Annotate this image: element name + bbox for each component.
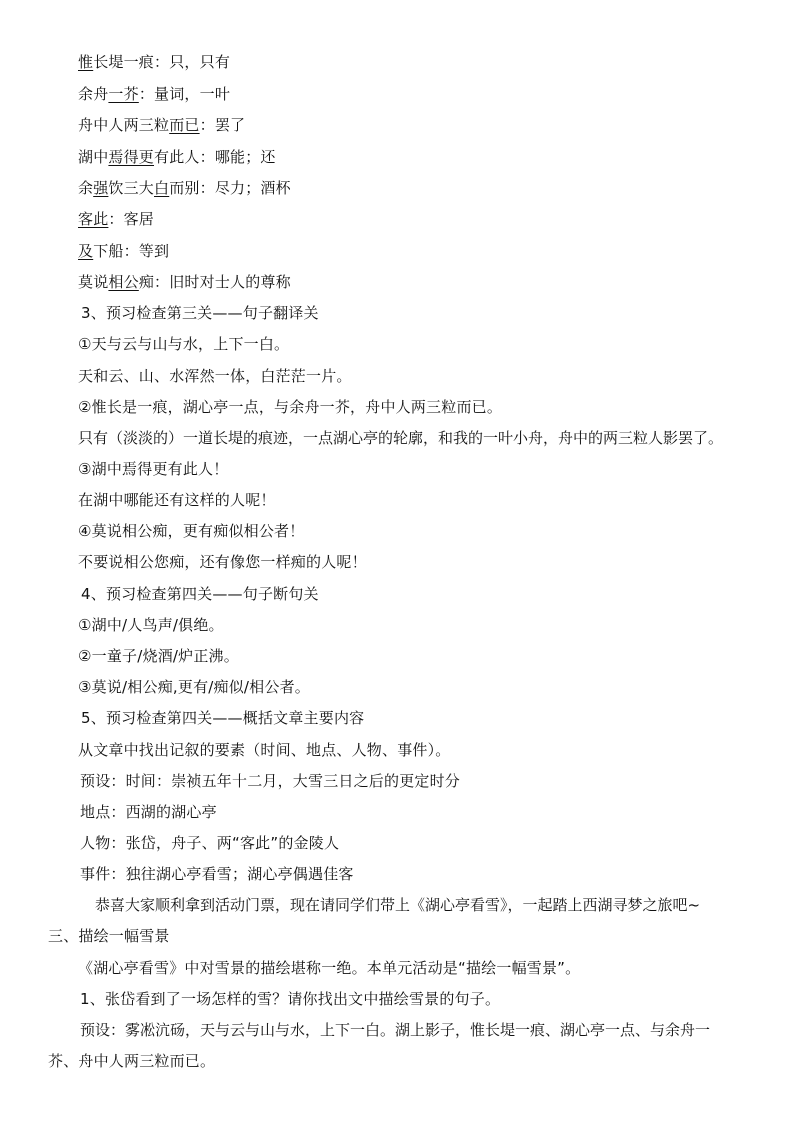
- vocab-line: 余强饮三大白而别：尽力；酒杯: [78, 179, 291, 197]
- translation-line: 不要说相公您痴，还有像您一样痴的人呢！: [78, 553, 367, 571]
- vocab-line: 及下船：等到: [78, 242, 170, 260]
- vocab-line: 余舟一芥：量词，一叶: [78, 85, 231, 103]
- summary-line: 地点：西湖的湖心亭: [80, 803, 217, 821]
- section-heading: 3、预习检查第三关——句子翻译关: [81, 304, 319, 322]
- summary-line: 恭喜大家顺利拿到活动门票，现在请同学们带上《湖心亭看雪》，一起踏上西湖寻梦之旅吧~: [95, 896, 701, 914]
- paragraph-line: 《湖心亭看雪》中对雪景的描绘堪称一绝。本单元活动是“描绘一幅雪景”。: [78, 959, 581, 977]
- sentence-line: ④莫说相公痴，更有痴似相公者！: [78, 522, 305, 540]
- summary-line: 预设：时间：崇祯五年十二月，大雪三日之后的更定时分: [80, 772, 461, 790]
- vocab-line: 客此：客居: [78, 210, 155, 228]
- sentence-line: ③湖中焉得更有此人！: [78, 460, 229, 478]
- summary-line: 事件：独往湖心亭看雪；湖心亭偶遇佳客: [80, 865, 354, 883]
- answer-line: 芥、舟中人两三粒而已。: [48, 1052, 216, 1070]
- part-heading: 三、描绘一幅雪景: [48, 927, 170, 945]
- section-heading: 4、预习检查第四关——句子断句关: [81, 585, 319, 603]
- vocab-line: 莫说相公痴：旧时对士人的尊称: [78, 273, 291, 291]
- punctuation-line: ②一童子/烧酒/炉正沸。: [78, 647, 239, 665]
- question-line: 1、张岱看到了一场怎样的雪？请你找出文中描绘雪景的句子。: [80, 990, 501, 1008]
- translation-line: 在湖中哪能还有这样的人呢！: [78, 491, 276, 509]
- answer-line: 预设：雾凇沆砀，天与云与山与水，上下一白。湖上影子，惟长堤一痕、湖心亭一点、与余舟一: [80, 1021, 711, 1039]
- sentence-line: ①天与云与山与水，上下一白。: [78, 335, 290, 353]
- summary-line: 人物：张岱，舟子、两“客此”的金陵人: [80, 834, 340, 852]
- vocab-line: 惟长堤一痕：只，只有: [78, 53, 231, 71]
- punctuation-line: ③莫说/相公痴,更有/痴似/相公者。: [78, 678, 310, 696]
- punctuation-line: ①湖中/人鸟声/俱绝。: [78, 616, 224, 634]
- sentence-line: ②惟长是一痕，湖心亭一点，与余舟一芥，舟中人两三粒而已。: [78, 398, 503, 416]
- translation-line: 天和云、山、水浑然一体，白茫茫一片。: [78, 367, 352, 385]
- vocab-line: 舟中人两三粒而已：罢了: [78, 116, 246, 134]
- summary-line: 从文章中找出记叙的要素（时间、地点、人物、事件）。: [78, 741, 451, 759]
- translation-line: 只有（淡淡的）一道长堤的痕迹，一点湖心亭的轮廓，和我的一叶小舟，舟中的两三粒人影罢了。: [78, 429, 724, 447]
- vocab-line: 湖中焉得更有此人：哪能；还: [78, 148, 276, 166]
- section-heading: 5、预习检查第四关——概括文章主要内容: [81, 709, 365, 727]
